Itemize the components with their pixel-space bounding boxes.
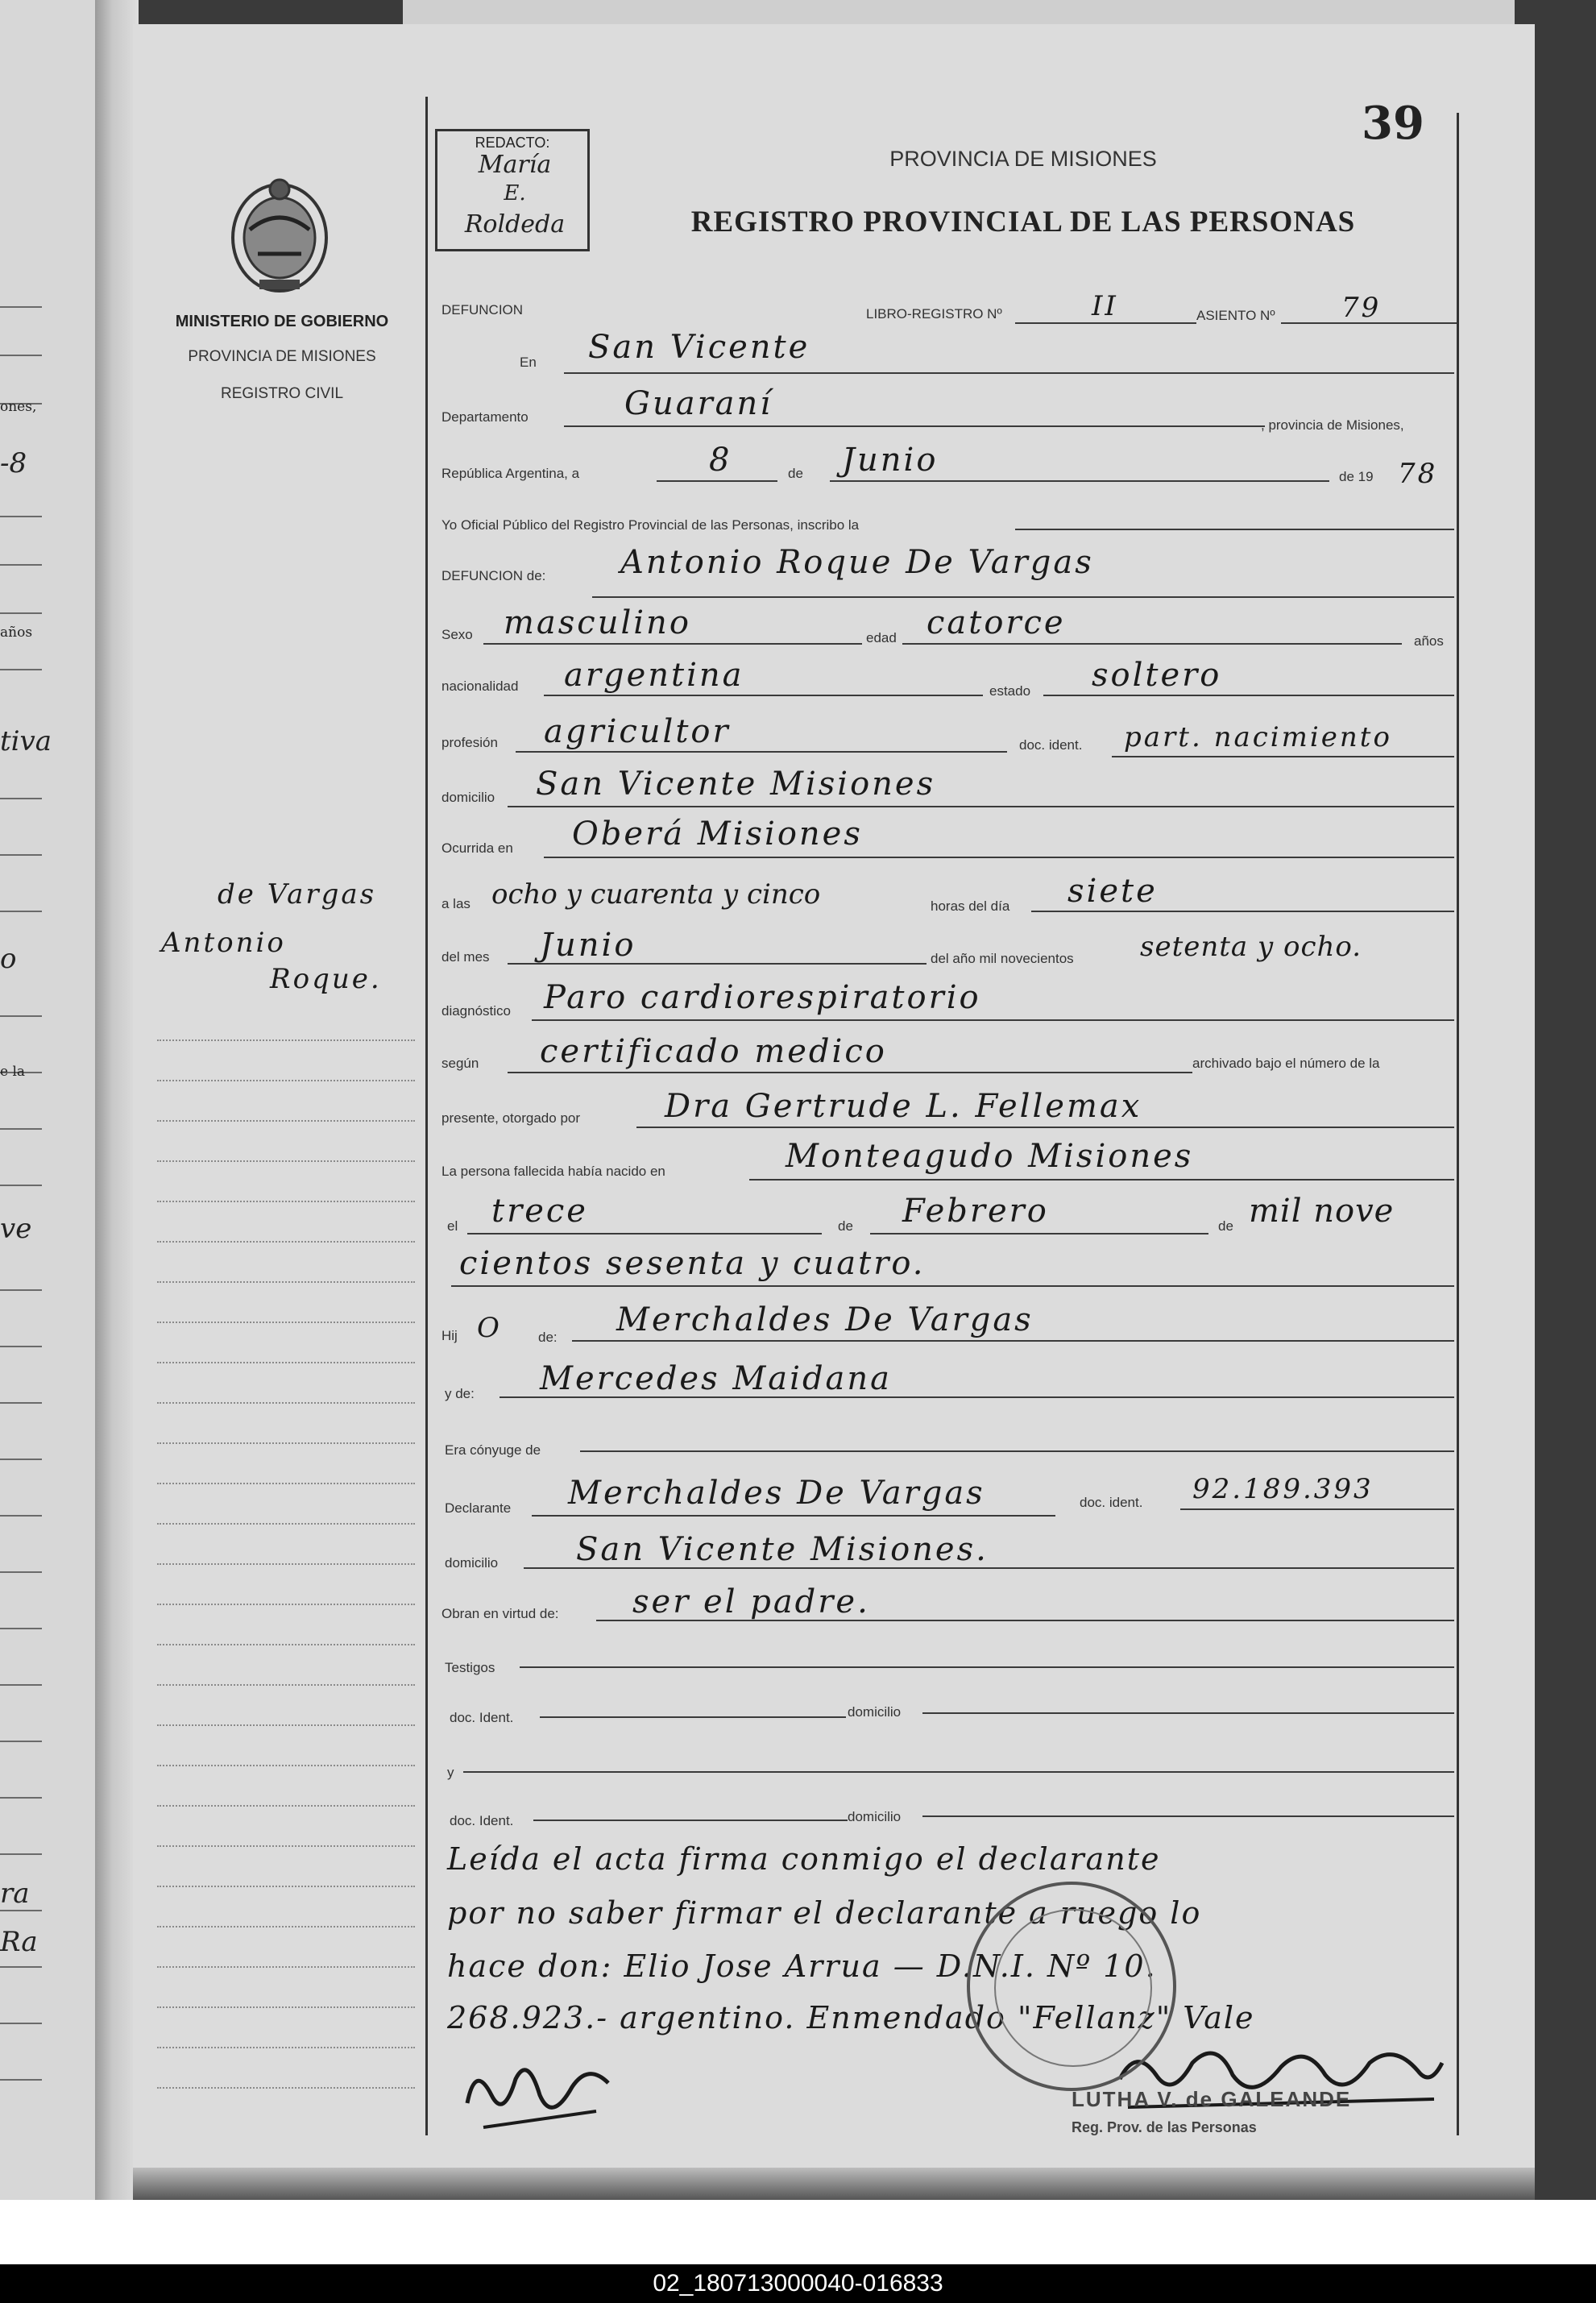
redacto-box (435, 129, 590, 251)
asiento-label: ASIENTO Nº (1196, 308, 1275, 323)
official-stamp (967, 1882, 1176, 2091)
left-fragment: o (0, 943, 17, 975)
de19-label: de 19 (1339, 469, 1374, 484)
en-label: En (520, 355, 537, 370)
defuncion-de-label: DEFUNCION de: (441, 568, 546, 583)
archivado-label: archivado bajo el número de la (1192, 1056, 1380, 1071)
nacido-value: Monteagudo Misiones (786, 1138, 1194, 1175)
dia-value: siete (1067, 873, 1158, 910)
witness-signature-icon (459, 2047, 620, 2135)
declarante-dom-value: San Vicente Misiones. (576, 1531, 989, 1568)
republica-label: República Argentina, a (441, 466, 580, 481)
top-page-edge (403, 0, 1515, 24)
nac-de2-label: de (1218, 1218, 1233, 1234)
margin-note-line: de Vargas (218, 878, 377, 911)
year-value: 78 (1398, 458, 1438, 490)
padre-name: Merchaldes De Vargas (616, 1301, 1034, 1338)
nac-de1-label: de (838, 1218, 853, 1234)
redacto-label: REDACTO: (475, 135, 550, 151)
page-number: 39 (1362, 97, 1424, 150)
day-value: 8 (709, 442, 732, 479)
left-border-rule (425, 97, 428, 2135)
left-page (0, 0, 105, 2204)
ministry-registry: REGISTRO CIVIL (220, 385, 344, 402)
presente-label: presente, otorgado por (441, 1110, 581, 1126)
sexo-value: masculino (504, 604, 691, 641)
de-label: de (788, 466, 803, 481)
left-fragment: ve (0, 1213, 32, 1245)
closing-line: 268.923.- argentino. Enmendado "Fellanz" Vale (447, 2000, 1255, 2035)
obran-label: Obran en virtud de: (441, 1606, 559, 1621)
departamento-value: Guaraní (624, 385, 773, 422)
ministry-province: PROVINCIA DE MISIONES (188, 348, 376, 365)
page-edge-shadow (133, 2168, 1535, 2200)
left-fragment: e la (0, 1064, 26, 1080)
departamento-label: Departamento (441, 409, 529, 425)
hijo-de-label: de: (538, 1330, 558, 1345)
doc-ident-1-label: doc. Ident. (450, 1710, 514, 1725)
redacto-name-line: María (478, 151, 552, 179)
doc-ident-value: part. nacimiento (1124, 721, 1392, 753)
domicilio-value: San Vicente Misiones (536, 766, 936, 803)
right-border-rule (1457, 113, 1459, 2135)
registry-title: REGISTRO PROVINCIAL DE LAS PERSONAS (690, 205, 1356, 239)
book-gutter (95, 0, 139, 2204)
nac-anio-2: cientos sesenta y cuatro. (459, 1245, 926, 1282)
declarante-dom-label: domicilio (445, 1555, 499, 1571)
profesion-value: agricultor (544, 713, 731, 750)
del-mes-label: del mes (441, 949, 490, 965)
footer-caption: 02_180713000040-016833 (0, 2264, 1596, 2303)
sexo-label: Sexo (441, 627, 473, 642)
diagnostico-value: Paro cardiorespiratorio (544, 979, 981, 1016)
nacido-label: La persona fallecida había nacido en (441, 1164, 665, 1179)
closing-line: Leída el acta firma conmigo el declarante (447, 1841, 1161, 1877)
coat-of-arms-icon (226, 173, 334, 294)
testigos-label: Testigos (445, 1660, 495, 1675)
nacionalidad-label: nacionalidad (441, 678, 519, 694)
stamp-name: LUTHA V. de GALEANDE (1072, 2087, 1352, 2111)
margin-note-line: Antonio (161, 927, 286, 959)
horas-label: horas del día (931, 898, 1010, 914)
left-fragment: ra (0, 1878, 30, 1910)
provincia-suffix: , provincia de Misiones, (1261, 417, 1404, 433)
deceased-name: Antonio Roque De Vargas (620, 544, 1094, 581)
profesion-label: profesión (441, 735, 498, 750)
province-heading: PROVINCIA DE MISIONES (889, 147, 1157, 171)
conyuge-label: Era cónyuge de (445, 1442, 541, 1458)
left-fragment: años (0, 625, 33, 641)
left-fragment: Ra (0, 1926, 38, 1958)
domicilio-label: domicilio (441, 790, 495, 805)
margin-ruled-column (157, 1039, 415, 2152)
redacto-name-line: Roldeda (464, 210, 566, 239)
a-las-label: a las (441, 896, 471, 911)
left-fragment: -8 (0, 447, 27, 479)
en-value: San Vicente (588, 329, 810, 366)
closing-line: por no saber firmar el declarante a ruego lo (447, 1895, 1202, 1931)
anio-value: setenta y ocho. (1140, 931, 1362, 963)
diagnostico-label: diagnóstico (441, 1003, 512, 1019)
declarante-doc-label: doc. ident. (1080, 1495, 1143, 1510)
nac-mes: Febrero (902, 1193, 1049, 1230)
left-fragment: tiva (0, 725, 52, 757)
obran-value: ser el padre. (632, 1583, 870, 1620)
asiento-value: 79 (1341, 292, 1382, 324)
closing-line: hace don: Elio Jose Arrua — D.N.I. Nº 10. (447, 1948, 1157, 1984)
declarante-doc-value: 92.189.393 (1192, 1473, 1374, 1505)
segun-label: según (441, 1056, 479, 1071)
y-label: y (447, 1765, 454, 1780)
nac-anio-1: mil nove (1249, 1193, 1395, 1230)
a-las-value: ocho y cuarenta y cinco (491, 878, 821, 911)
nacionalidad-value: argentina (564, 657, 744, 694)
madre-name: Mercedes Maidana (540, 1360, 893, 1397)
edad-label: edad (866, 630, 897, 645)
ocurrida-value: Oberá Misiones (572, 815, 863, 853)
stamp-subtitle: Reg. Prov. de las Personas (1072, 2119, 1257, 2135)
nac-dia: trece (491, 1193, 588, 1230)
anio-label: del año mil novecientos (931, 951, 1074, 966)
mes-value: Junio (540, 927, 636, 964)
doc-ident-2-label: doc. Ident. (450, 1813, 514, 1828)
domicilio-1-label: domicilio (848, 1704, 902, 1720)
ministry-title: MINISTERIO DE GOBIERNO (175, 313, 389, 330)
scan-background (0, 2200, 1596, 2264)
redacto-name-line: E. (504, 181, 526, 205)
hijo-label: Hij (441, 1328, 458, 1343)
left-fragment: ones, (0, 399, 37, 415)
ocurrida-label: Ocurrida en (441, 840, 513, 856)
anos-label: años (1414, 633, 1444, 649)
estado-label: estado (989, 683, 1031, 699)
defuncion-label: DEFUNCION (441, 302, 524, 317)
month-value: Junio (842, 442, 939, 479)
yo-oficial-text: Yo Oficial Público del Registro Provincial de las Personas, inscribo la (441, 517, 860, 533)
libro-label: LIBRO-REGISTRO Nº (866, 306, 1002, 322)
segun-value: certificado medico (540, 1033, 887, 1070)
y-de-label: y de: (445, 1386, 475, 1401)
edad-value: catorce (927, 604, 1066, 641)
doc-ident-label: doc. ident. (1019, 737, 1083, 753)
margin-note-line: Roque. (270, 963, 382, 995)
presente-value: Dra Gertrude L. Fellemax (665, 1088, 1142, 1125)
el-label: el (447, 1218, 458, 1234)
libro-value: II (1092, 290, 1118, 322)
declarante-label: Declarante (445, 1500, 512, 1516)
hijo-suffix: O (477, 1312, 502, 1344)
declarante-value: Merchaldes De Vargas (568, 1475, 985, 1512)
domicilio-2-label: domicilio (848, 1809, 902, 1824)
estado-value: soltero (1092, 657, 1222, 694)
